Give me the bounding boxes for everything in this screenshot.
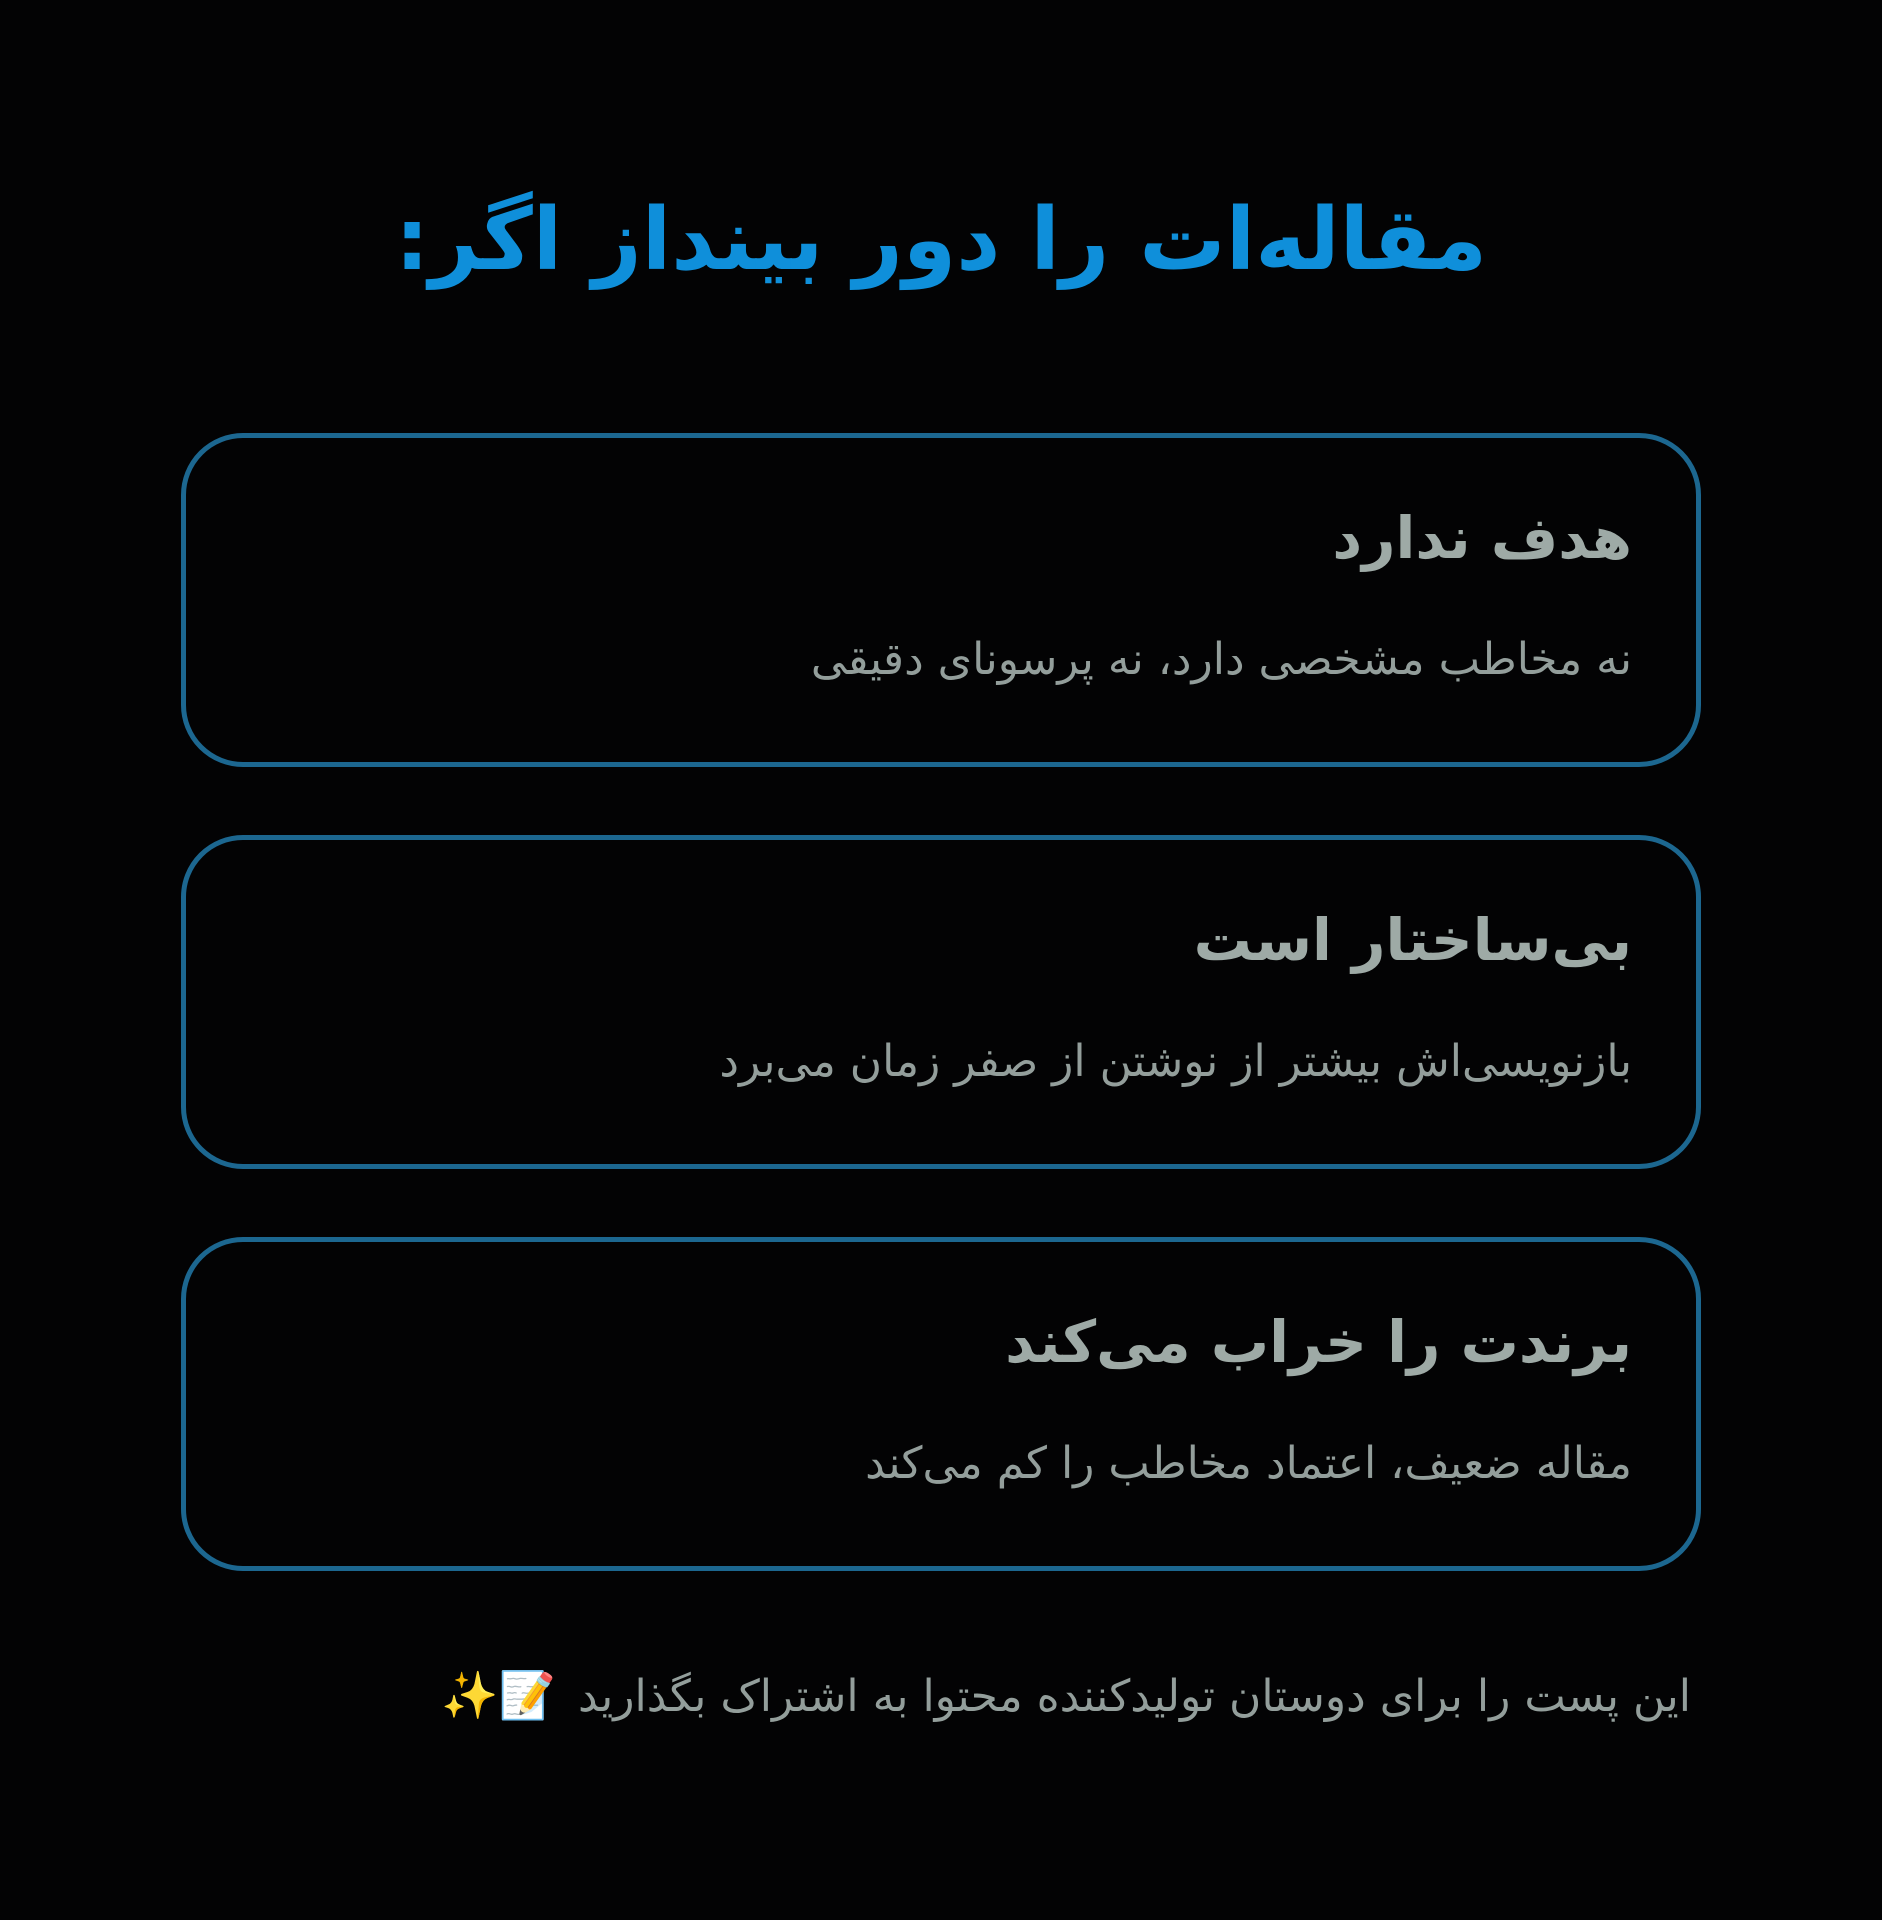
page-title: مقاله‌ات را دور بینداز اگر: bbox=[394, 190, 1488, 290]
footer-note bbox=[441, 1660, 1691, 1732]
card-no-purpose bbox=[181, 433, 1701, 767]
card-heading: برندت را خراب می‌کند bbox=[1005, 1308, 1632, 1376]
card-body: مقاله ضعیف، اعتماد مخاطب را کم می‌کند bbox=[865, 1438, 1632, 1489]
card-body: نه مخاطب مشخصی دارد، نه پرسونای دقیقی bbox=[810, 634, 1632, 685]
memo-sparkles-icon: 📝✨ bbox=[441, 1668, 556, 1722]
card-body: بازنویسی‌اش بیشتر از نوشتن از صفر زمان می‌برد bbox=[719, 1036, 1632, 1087]
footer-text: این پست را برای دوستان تولیدکننده محتوا به اشتراک بگذارید bbox=[577, 1671, 1691, 1722]
card-heading: هدف ندارد bbox=[1332, 504, 1632, 572]
card-damages-brand bbox=[181, 1237, 1701, 1571]
card-heading: بی‌ساختار است bbox=[1193, 906, 1632, 974]
card-unstructured bbox=[181, 835, 1701, 1169]
